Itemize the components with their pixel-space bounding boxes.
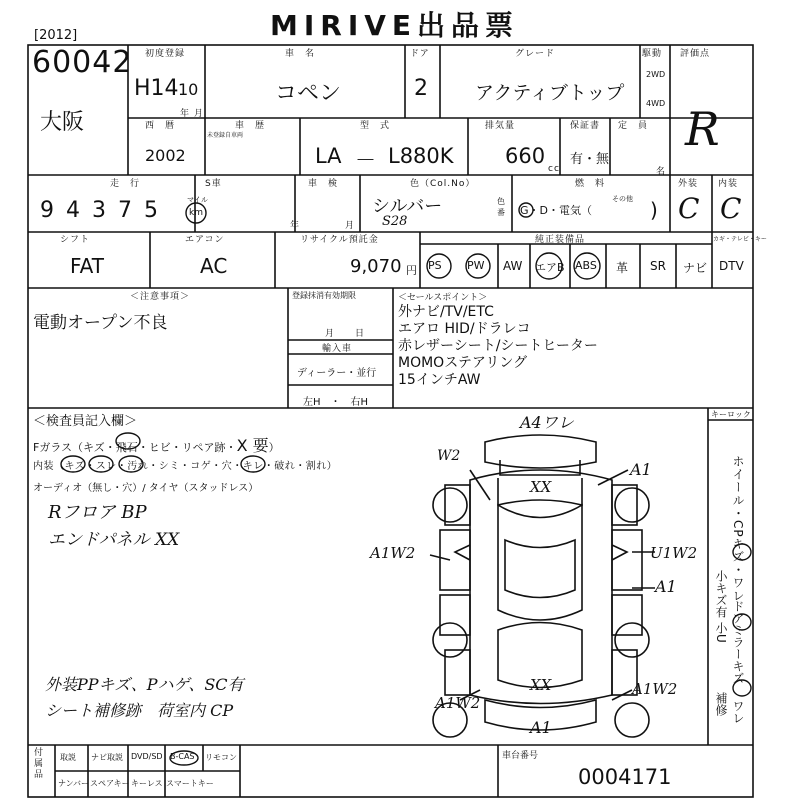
reg-expiry-label: 登録抹消有効期限 [292,291,356,300]
mileage-note: S車 [205,179,222,189]
color-code: S28 [382,214,408,229]
history-sub: 未登録自車両 [207,132,244,139]
model-dash: － [355,148,376,172]
fuel-close: ) [650,198,658,222]
handwritten-note-2: エンドパネル XX [48,530,180,550]
warranty-label: 保証書 [570,121,601,131]
stock-label: 車台番号 [502,751,539,761]
mark-a1-top: A1 [630,460,652,479]
recycle-label: リサイクル預託金 [300,235,379,245]
equip-ps: PS [428,259,442,272]
mileage-unit-mile: マイル [187,196,208,204]
mileage-value [40,198,170,223]
insp-month-unit: 月 [345,221,356,231]
acc-keyless: キーレス [131,779,163,788]
sheet-title: MIRIVE出品票 [270,9,520,42]
fuel-label: 燃 料 [575,179,606,189]
tsuki-label: 月 [194,109,205,119]
color-label: 色（Col.No） [410,179,476,189]
mark-xx-top: XX [530,478,552,496]
mark-xx-bottom: XX [530,676,552,694]
warranty-value: 有・無 [570,152,610,167]
acc-spare-key: スペアキー [90,779,130,788]
mileage-unit-km: km [189,208,203,218]
car-name-label: 車 名 [285,49,316,59]
mileage-digit: 5 [144,198,170,223]
equip-airbag: エアB [535,261,565,274]
keylock-label: キーロック [711,410,751,419]
mileage-digit: 7 [118,198,144,223]
equip-sr: SR [650,259,666,273]
acc-dvd: DVD/SD [131,752,163,761]
accessories-title: 付属品 [34,748,44,780]
mileage-digit: 4 [66,198,92,223]
model-code: L880K [388,144,454,168]
drive-4wd: 4WD [646,99,666,108]
import-label: 輸入車 [322,344,353,354]
nengo-label: 年 [180,109,191,119]
capacity-unit: 名 [656,167,667,177]
equip-aw: AW [503,259,523,273]
color-value: シルバー [372,196,443,217]
lot-number: 60042 [32,45,133,80]
insp-year-unit: 年 [290,221,301,231]
interior-line: 内装（キズ・スレ・汚れ・シミ・コゲ・穴・キレ・破れ・割れ） [33,461,338,472]
handwritten-note-3: 外装PPキズ、Pハゲ、SC有 [45,675,244,694]
dealer-label: ディーラー・並行 [297,368,377,379]
stock-number: 0004171 [578,765,672,789]
mark-front: A4ワレ [520,413,574,432]
sales-point: エアロ HID/ドラレコ [398,321,531,337]
reg-era: H14 [134,76,179,101]
handle-label: 左H ・ 右H [303,397,369,408]
mileage-label: 走 行 [110,179,141,189]
region: 大阪 [40,110,85,135]
color-no-label: 色番 [497,197,505,217]
sales-point: 赤レザーシート/シートヒーター [398,338,598,354]
mark-a1-bottom: A1 [530,718,552,737]
equip-pw: PW [467,259,485,272]
acc-bcas: B-CAS [170,752,195,761]
interior-label: 内装 [718,179,739,189]
mark-a1w2-bl: A1W2 [435,694,481,712]
score-label: 評価点 [680,49,711,59]
equip-dtv: DTV [719,259,744,273]
grade-label: グレード [515,49,556,59]
reg-expiry-date: 月 日 [325,329,366,339]
interior-grade: C [720,192,742,225]
model-label: 型 式 [360,121,391,131]
glass-line [33,433,280,456]
acc-manual: 取説 [60,753,76,762]
equip-leather: 革 [616,261,629,275]
handwritten-note-1: Rフロア BP [48,502,147,523]
aircon-value: AC [200,254,228,278]
exterior-label: 外装 [678,179,699,189]
first-reg-label: 初度登録 [145,49,186,59]
side-mirror: ドアミラーキズ [731,600,745,684]
recycle-value: 9,070 [350,256,402,277]
acc-navi-manual: ナビ取説 [91,753,123,762]
sales-point: 15インチAW [398,372,481,388]
side-kizu: 小キズ有 [714,570,728,618]
mark-a1-mid: A1 [655,577,677,596]
side-small-u: 小U [714,622,728,643]
acc-remote: リモコン [205,753,237,762]
equipment-label: 純正装備品 [535,235,586,245]
side-repair: 補修 [714,692,728,716]
capacity-label: 定 員 [618,121,649,131]
notes-text: 電動オープン不良 [33,313,168,333]
sales-point: MOMOステアリング [398,355,528,371]
drive-2wd: 2WD [646,70,666,79]
doors-label: ドア [410,49,430,59]
glass-mark: X 要 [236,436,269,455]
aircon-label: エアコン [185,235,225,245]
displacement-label: 排気量 [485,121,516,131]
model-prefix: LA [315,144,342,168]
glass-close: ） [268,441,280,454]
equip-abs: ABS [575,259,597,272]
inspection-label: 車 検 [308,179,339,189]
score-value: R [685,102,720,156]
year-value: 2002 [145,146,186,165]
acc-plate: ナンバー [58,779,90,788]
mark-u1w2-right: U1W2 [650,544,698,562]
fuel-value: G・D・電気（ [520,204,592,217]
mark-w2: W2 [437,448,461,464]
shift-label: シフト [60,235,91,245]
sales-point: 外ナビ/TV/ETC [398,304,494,320]
mileage-digit: 9 [40,198,66,223]
glass-text: Fガラス（キズ・飛石・ヒビ・リペア跡・ [33,441,237,454]
displacement-value: 660 [505,144,546,168]
mileage-digit: 3 [92,198,118,223]
equip-navi: ナビ [683,261,708,275]
cc-unit: cc [548,164,560,174]
shift-value: FAT [70,254,105,278]
sales-points [398,304,598,389]
key-note: カギ・テレビ・キー [713,236,767,243]
history-label: 車 歴 [235,121,266,131]
side-ware: ワレ [731,700,745,724]
reg-month: 10 [178,80,199,99]
door-count: 2 [414,76,428,101]
side-wheel: ホイール・CPキズ・ワレ [731,455,745,603]
drive-label: 駆動 [642,49,663,59]
sales-label: ＜セールスポイント＞ [398,293,488,303]
exterior-grade: C [678,192,700,225]
audio-line: オーディオ（無し・穴）/ タイヤ（スタッドレス） [33,483,259,494]
recycle-unit: 円 [406,264,417,277]
mark-a1w2-left: A1W2 [370,544,416,562]
handwritten-note-4: シート補修跡 荷室内 CP [45,701,234,720]
fuel-other-label: その他 [612,195,633,203]
notes-label: ＜注意事項＞ [130,292,191,302]
car-name: コペン [275,81,342,106]
grade-value: アクティブトップ [475,82,625,104]
year-tag: [2012] [34,28,78,43]
acc-smart-key: スマートキー [166,779,214,788]
inspector-label: ＜検査員記入欄＞ [33,414,138,429]
seireki-label: 西 暦 [145,121,176,131]
mark-a1w2-br: A1W2 [632,680,678,698]
